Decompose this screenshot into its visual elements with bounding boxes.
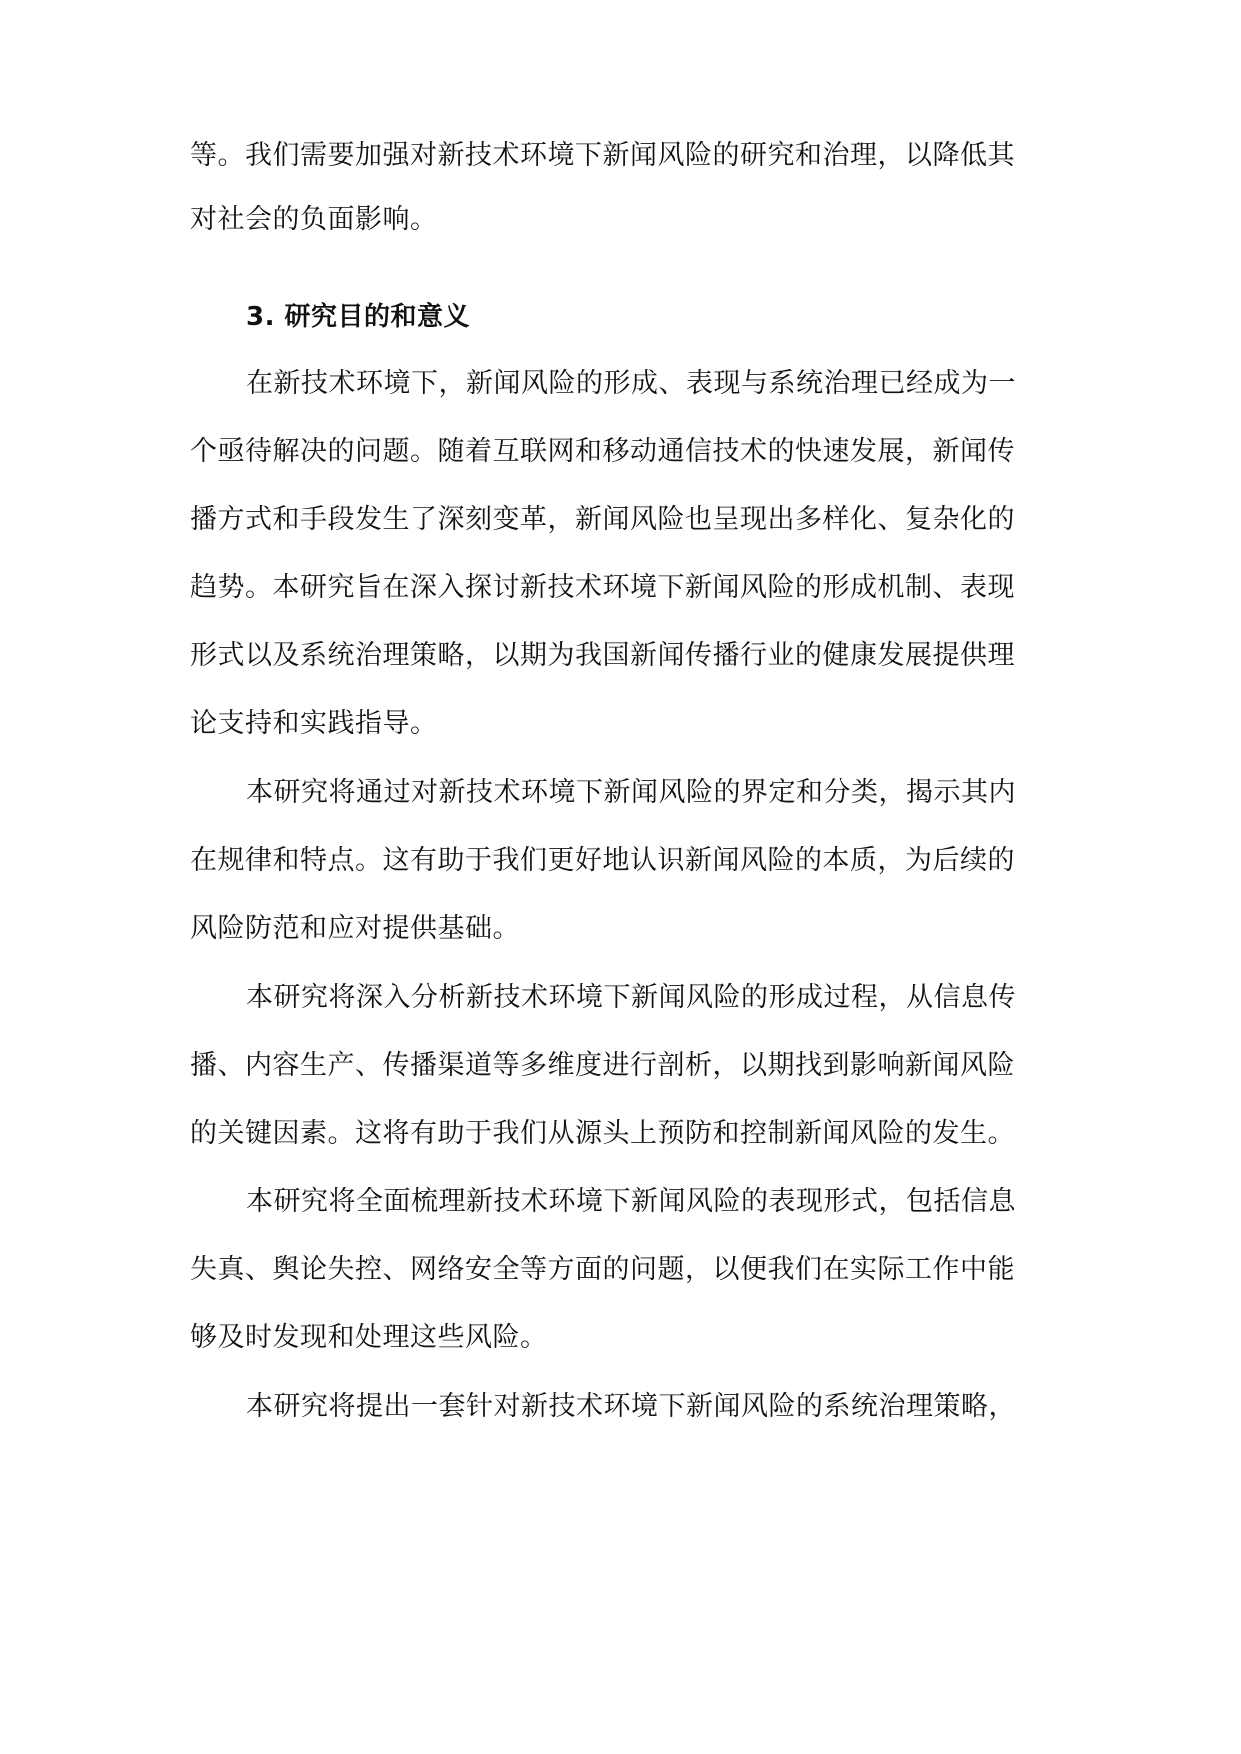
paragraph-3-line-3: 的关键因素。这将有助于我们从源头上预防和控制新闻风险的发生。: [190, 1118, 1015, 1149]
paragraph-2-line-3: 风险防范和应对提供基础。: [190, 913, 520, 944]
paragraph-1-line-6: 论支持和实践指导。: [190, 708, 438, 739]
paragraph-1-line-4: 趋势。本研究旨在深入探讨新技术环境下新闻风险的形成机制、表现: [190, 572, 1015, 603]
paragraph-2-line-1: 本研究将通过对新技术环境下新闻风险的界定和分类，揭示其内: [246, 777, 1016, 808]
paragraph-1-line-5: 形式以及系统治理策略，以期为我国新闻传播行业的健康发展提供理: [190, 640, 1015, 671]
paragraph-1-line-1: 在新技术环境下，新闻风险的形成、表现与系统治理已经成为一: [246, 368, 1016, 399]
paragraph-1-line-2: 个亟待解决的问题。随着互联网和移动通信技术的快速发展，新闻传: [190, 436, 1015, 467]
section-heading: 3. 研究目的和意义: [246, 302, 471, 332]
paragraph-4-line-2: 失真、舆论失控、网络安全等方面的问题，以便我们在实际工作中能: [190, 1254, 1015, 1285]
intro-paragraph-line-2: 对社会的负面影响。: [190, 204, 438, 235]
paragraph-2-line-2: 在规律和特点。这有助于我们更好地认识新闻风险的本质，为后续的: [190, 845, 1015, 876]
paragraph-1-line-3: 播方式和手段发生了深刻变革，新闻风险也呈现出多样化、复杂化的: [190, 504, 1015, 535]
paragraph-3-line-2: 播、内容生产、传播渠道等多维度进行剖析，以期找到影响新闻风险: [190, 1050, 1015, 1081]
paragraph-5-line-1: 本研究将提出一套针对新技术环境下新闻风险的系统治理策略，: [246, 1391, 1016, 1422]
paragraph-4-line-3: 够及时发现和处理这些风险。: [190, 1322, 548, 1353]
paragraph-4-line-1: 本研究将全面梳理新技术环境下新闻风险的表现形式，包括信息: [246, 1186, 1016, 1217]
intro-paragraph-line-1: 等。我们需要加强对新技术环境下新闻风险的研究和治理，以降低其: [190, 140, 1015, 171]
paragraph-3-line-1: 本研究将深入分析新技术环境下新闻风险的形成过程，从信息传: [246, 982, 1016, 1013]
